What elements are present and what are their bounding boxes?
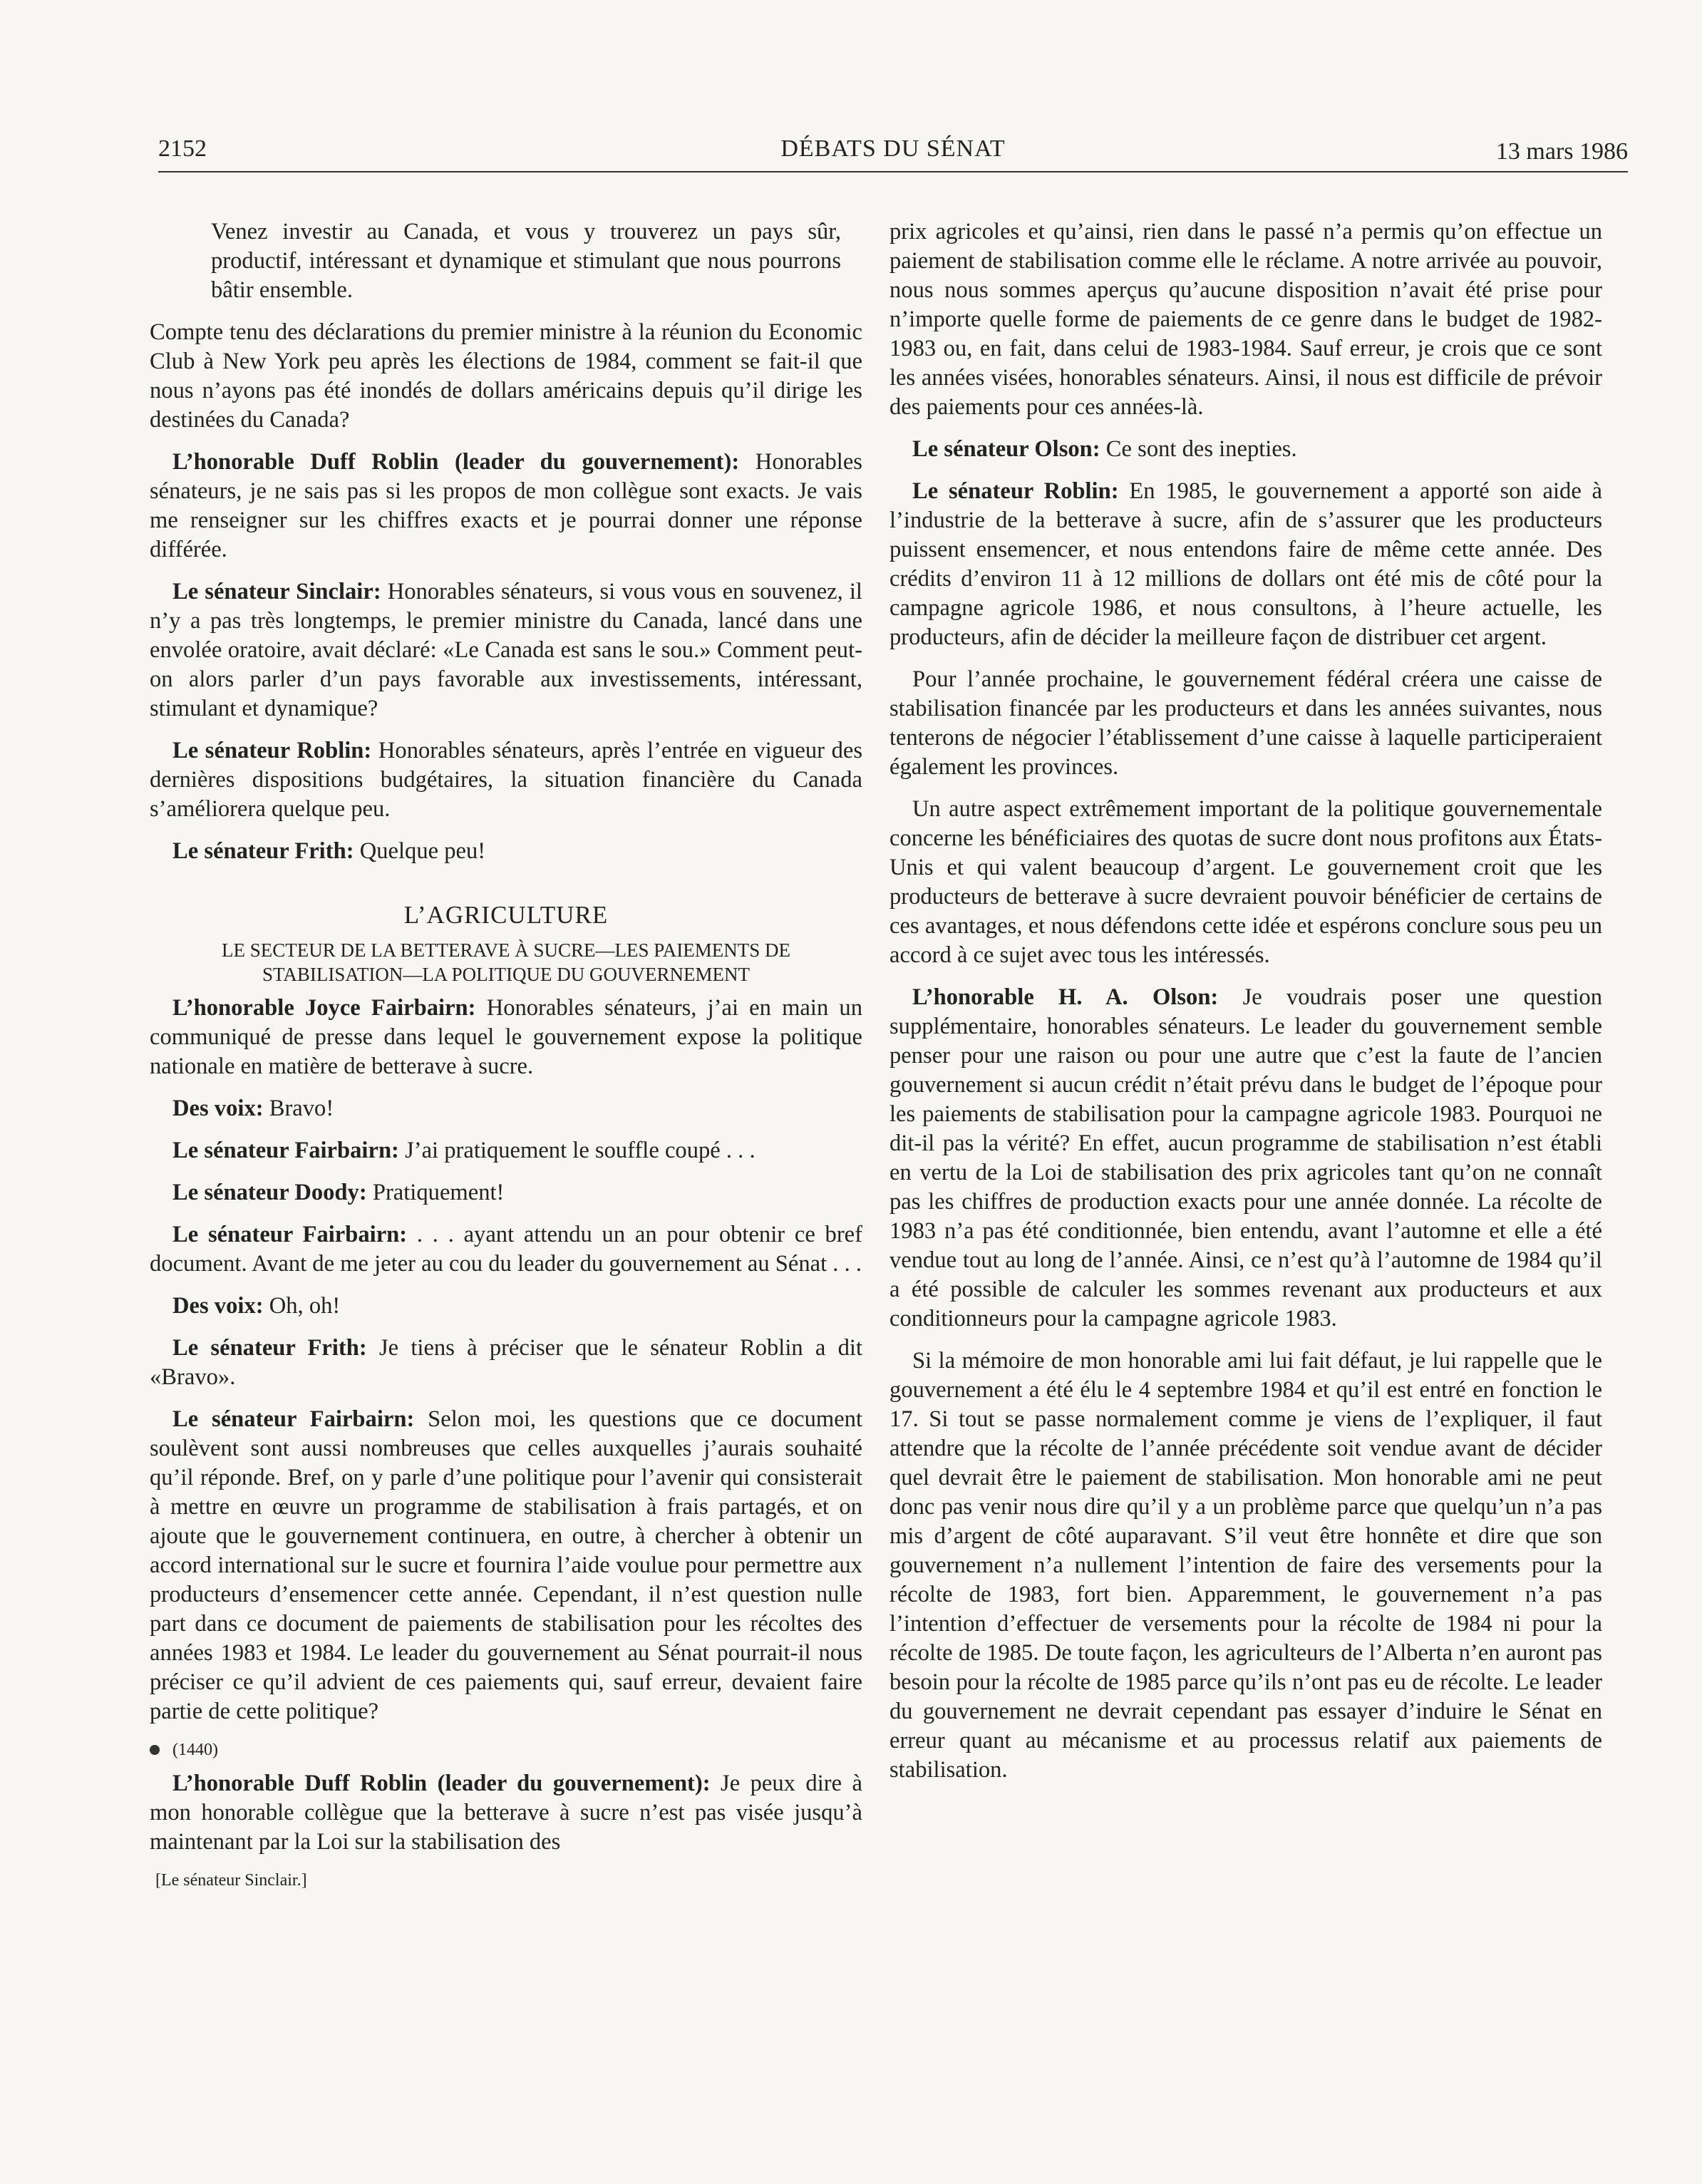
speech-paragraph (150, 1334, 862, 1392)
section-subtitle: LE SECTEUR DE LA BETTERAVE À SUCRE—LES PAIEMENTS DE STABILISATION—LA POLITIQUE DU GOUVERNEMENT (221, 939, 791, 985)
speech-paragraph (150, 1769, 862, 1857)
paragraph: Si la mémoire de mon honorable ami lui fait défaut, je lui rappelle que le gouvernement a été élu le 4 septembre 1984 et qu’il est entré en fonction le 17. Si tout se passe normalement comme je viens de l’expliquer, il faut attendre que la récolte de l’année précédente soit vendue avant de décider quel devrait être le paiement de stabilisation. Mon honorable ami ne peut donc pas venir nous dire qu’il y a un problème parce que quelqu’un n’a pas mis d’argent de côté auparavant. S’il veut être honnête et dire que son gouvernement n’a nullement l’intention de faire des versements pour la récolte de 1983, fort bien. Apparemment, le gouvernement n’a pas l’intention d’effectuer de versements pour la récolte de 1984 ni pour la récolte de 1985. De toute façon, les agriculteurs de l’Alberta n’en auront pas besoin pour la récolte de 1985 parce qu’ils n’ont pas eu de récolte. Le leader du gouvernement ne devrait cependant pas essayer d’induire le Sénat en erreur quant au mécanisme et au processus relatif aux paiements de stabilisation. (889, 1348, 1602, 1783)
speaker: Le sénateur Fairbairn: (172, 1222, 408, 1247)
speech-text: Bravo! (263, 1096, 334, 1121)
speaker: Des voix: (172, 1293, 264, 1319)
speech-paragraph (150, 1405, 862, 1726)
speech-text: Ce sont des inepties. (1100, 436, 1297, 462)
speaker: Des voix: (172, 1096, 264, 1121)
speaker: Le sénateur Roblin: (172, 738, 372, 763)
page-header (158, 133, 1628, 172)
speech-text: Je tiens à préciser que le sénateur Roblin a dit «Bravo». (150, 1335, 862, 1390)
speech-paragraph (150, 1136, 862, 1165)
speech-text: Honorables sénateurs, après l’entrée en vigueur des dernières dispositions budgétaires, la situation financière du Canada s’améliorera quelque peu. (150, 738, 862, 822)
page-date: 13 mars 1986 (1495, 138, 1628, 165)
time-marker (150, 1739, 862, 1761)
speech-paragraph (150, 1292, 862, 1321)
quote-paragraph: Venez investir au Canada, et vous y trouverez un pays sûr, productif, intéressant et dynamique et stimulant que nous pourrons bâtir ensemble. (211, 219, 841, 303)
paragraph: Un autre aspect extrêmement important de la politique gouvernementale concerne les bénéficiaires des quotas de sucre dont nous profitons aux États-Unis et qui valent beaucoup d’argent. Le gouvernement croit que les producteurs de betterave à sucre devraient pouvoir bénéficier de certains de ces avantages, et nous défendons cette idée et espérons conclure sous peu un accord à ce sujet avec tous les intéressés. (889, 796, 1602, 968)
speech-paragraph (150, 1220, 862, 1279)
speech-text: En 1985, le gouvernement a apporté son aide à l’industrie de la betterave à sucre, afin de s’assurer que les producteurs puissent ensemencer, et nous entendons faire de même cette année. Des crédits d’environ 11 à 12 millions de dollars ont été mis de côté pour la campagne agricole 1986, et nous consultons, à l’heure actuelle, les producteurs, afin de décider la meilleure façon de distribuer cet argent. (889, 478, 1603, 650)
speech-paragraph (150, 736, 862, 824)
speaker: Le sénateur Doody: (172, 1180, 367, 1205)
speech-text: J’ai pratiquement le souffle coupé . . . (398, 1138, 755, 1163)
speaker: L’honorable H. A. Olson: (912, 984, 1219, 1010)
speech-text: Je voudrais poser une question supplémentaire, honorables sénateurs. Le leader du gouvernement semble penser pour une raison ou pour une autre que c’est la faute de l’ancien gouvernement si aucun crédit n’était prévu dans le budget de l’époque pour les paiements de stabilisation pour la campagne agricole 1983. Pourquoi ne dit-il pas la vérité? En effet, aucun programme de stabilisation n’est établi en vertu de la Loi de stabilisation des prix agricoles tant qu’on ne connaît pas les chiffres de production exacts pour une année donnée. La récolte de 1983 n’a pas été conditionnée, bien entendu, avant l’automne et elle a été vendue tout au long de l’année. Ainsi, ce n’est qu’à l’automne de 1984 qu’il a été possible de calculer les sommes revenant aux producteurs et aux conditionneurs pour la campagne agricole 1983. (889, 984, 1602, 1331)
speech-text: Honorables sénateurs, j’ai en main un communiqué de presse dans lequel le gouvernement expose la politique nationale en matière de betterave à sucre. (150, 995, 862, 1079)
speech-paragraph (889, 983, 1602, 1334)
speech-text: Selon moi, les questions que ce document soulèvent sont aussi nombreuses que celles auxquelles j’aurais souhaité qu’il réponde. Bref, on y parle d’une politique pour l’avenir qui consisterait à mettre en œuvre un programme de stabilisation à frais partagés, et on ajoute que le gouvernement continuera, en outre, à chercher à obtenir un accord international sur le sucre et fournira l’aide voulue pour permettre aux producteurs d’ensemencer cette année. Cependant, il n’est question nulle part dans ce document de paiements de stabilisation pour les récoltes des années 1983 et 1984. Le leader du gouvernement au Sénat pourrait-il nous préciser ce qu’il advient de ces paiements qui, sauf erreur, devaient faire partie de cette politique? (150, 1406, 862, 1724)
speaker: L’honorable Joyce Fairbairn: (172, 995, 476, 1021)
section-title: L’AGRICULTURE (403, 901, 609, 929)
speech-text: Honorables sénateurs, je ne sais pas si les propos de mon collègue sont exacts. Je vais me renseigner sur les chiffres exacts et je pourrai donner une réponse différée. (150, 449, 862, 562)
speaker: L’honorable Duff Roblin (leader du gouvernement): (172, 449, 740, 475)
speech-paragraph (889, 435, 1602, 464)
publication-title: DÉBATS DU SÉNAT (780, 135, 1006, 162)
speech-text: Je peux dire à mon honorable collègue que la betterave à sucre n’est pas visée jusqu’à maintenant par la Loi sur la stabilisation des (150, 1771, 862, 1855)
page-number: 2152 (158, 135, 207, 162)
speech-text: Pratiquement! (366, 1180, 505, 1205)
speech-text: . . . ayant attendu un an pour obtenir ce bref document. Avant de me jeter au cou du leader du gouvernement au Sénat . . . (150, 1222, 862, 1277)
speech-paragraph (150, 994, 862, 1081)
speech-text: Quelque peu! (354, 838, 486, 864)
speech-paragraph (150, 837, 862, 866)
paragraph: prix agricoles et qu’ainsi, rien dans le passé n’a permis qu’on effectue un paiement de stabilisation comme elle le réclame. A notre arrivée au pouvoir, nous nous sommes aperçus qu’aucune disposition n’avait été prise pour n’importe quelle forme de paiements de ce genre dans le budget de 1982-1983 ou, en fait, dans celui de 1983-1984. Sauf erreur, je crois que ce sont les années visées, honorables sénateurs. Ainsi, il nous est difficile de prévoir des paiements pour ces années-là. (889, 219, 1602, 420)
speaker: Le sénateur Roblin: (912, 478, 1119, 504)
paragraph: Pour l’année prochaine, le gouvernement fédéral créera une caisse de stabilisation financée par les producteurs et dans les années suivantes, nous tenterons de négocier l’établissement d’une caisse à laquelle participeraient également les provinces. (889, 666, 1602, 780)
right-column (889, 217, 1602, 1798)
speech-paragraph (150, 1094, 862, 1123)
speech-text: Honorables sénateurs, si vous vous en souvenez, il n’y a pas très longtemps, le premier ministre du Canada, lancé dans une envolée oratoire, avait déclaré: «Le Canada est sans le sou.» Comment peut-on alors parler d’un pays favorable aux investissements, intéressant, stimulant et dynamique? (150, 579, 862, 721)
bullet-dot-icon (150, 1745, 160, 1755)
speaker: Le sénateur Frith: (172, 1335, 367, 1361)
time-marker-text: (1440) (172, 1741, 218, 1759)
speaker: Le sénateur Olson: (912, 436, 1100, 462)
speaker: Le sénateur Frith: (172, 838, 354, 864)
speech-paragraph (150, 1178, 862, 1207)
speech-text: Oh, oh! (263, 1293, 341, 1319)
speaker: Le sénateur Fairbairn: (172, 1406, 415, 1432)
speaker: Le sénateur Fairbairn: (172, 1138, 399, 1163)
left-column (150, 217, 862, 1891)
speech-paragraph (150, 577, 862, 723)
speech-paragraph (150, 448, 862, 565)
speech-paragraph (889, 477, 1602, 652)
speaker: Le sénateur Sinclair: (172, 579, 381, 604)
speaker: L’honorable Duff Roblin (leader du gouvernement): (172, 1771, 711, 1796)
paragraph: Compte tenu des déclarations du premier ministre à la réunion du Economic Club à New York peu après les élections de 1984, comment se fait-il que nous n’ayons pas été inondés de dollars américains depuis qu’il dirige les destinées du Canada? (150, 319, 862, 433)
footnote: [Le sénateur Sinclair.] (155, 1871, 307, 1890)
